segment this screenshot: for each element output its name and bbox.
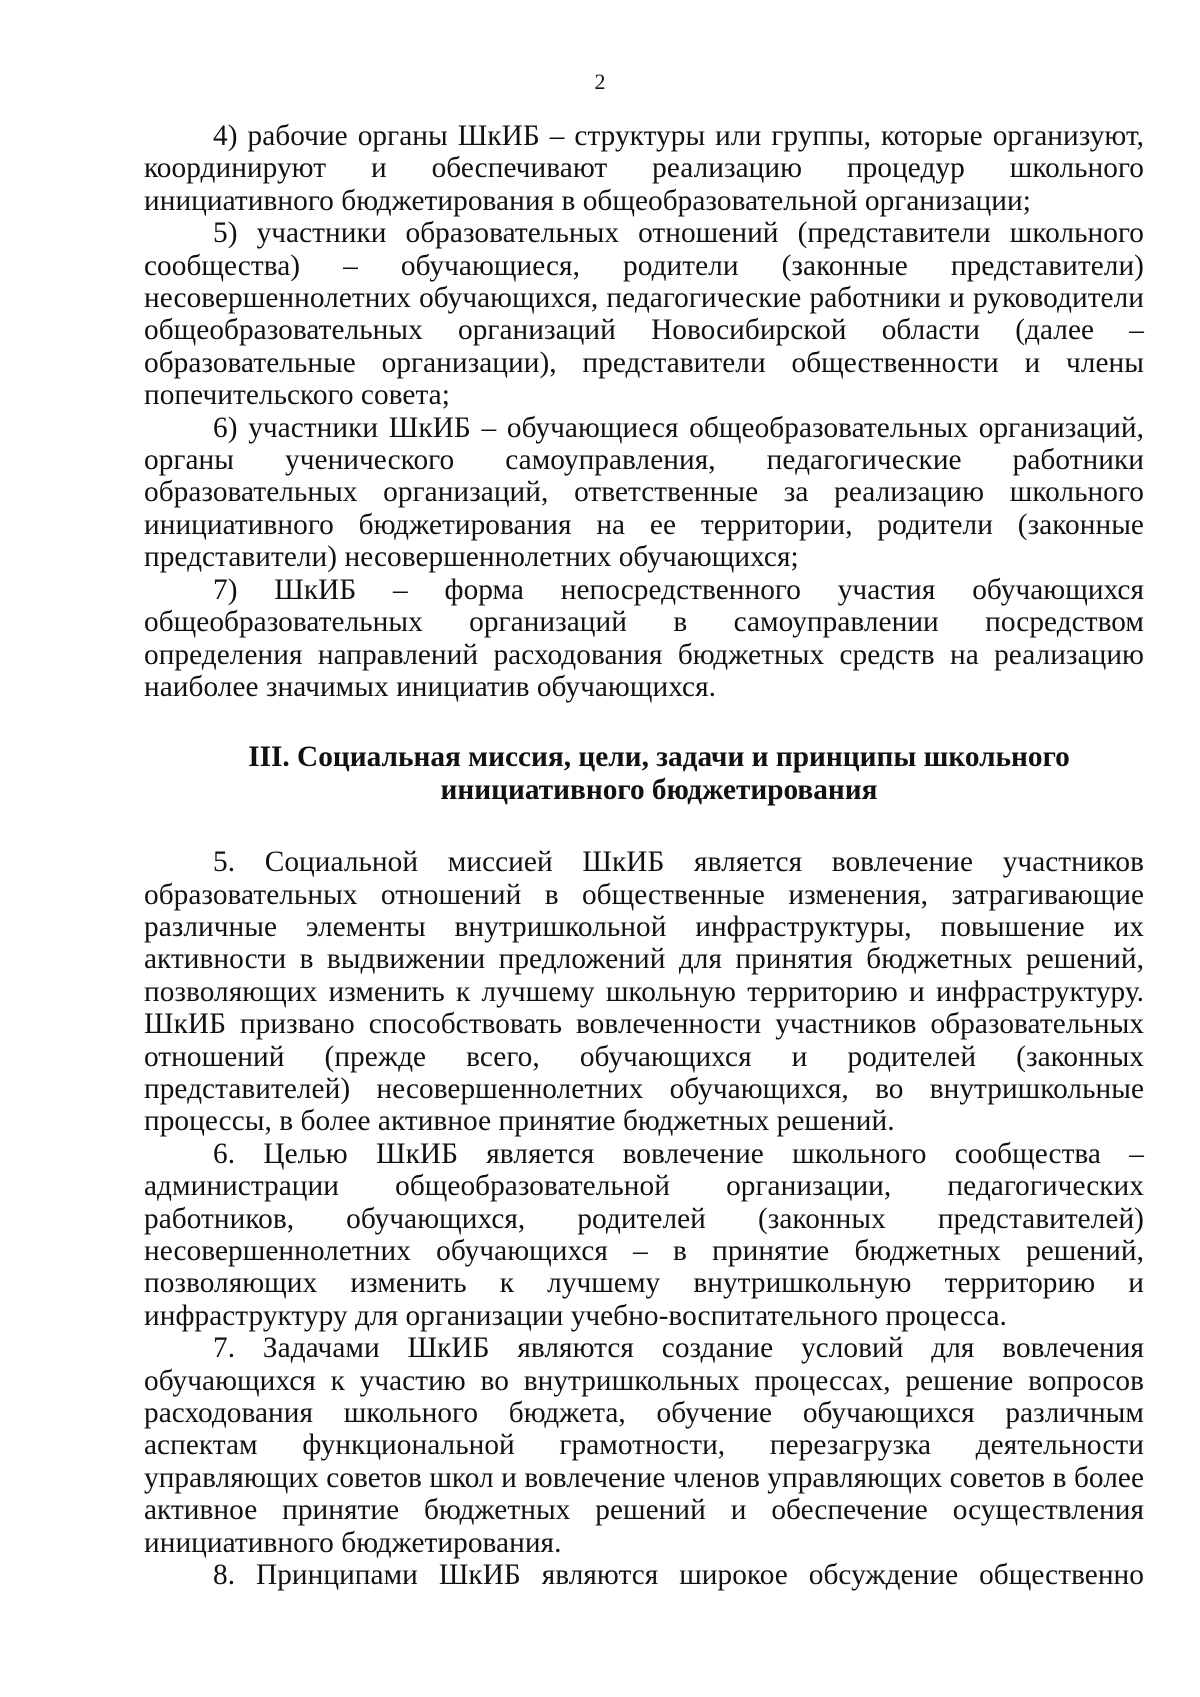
clause-8: 8. Принципами ШкИБ являются широкое обсуждение общественно bbox=[213, 1559, 1144, 1592]
page-number: 2 bbox=[594, 69, 606, 94]
section-heading-line-2: инициативного бюджетирования bbox=[440, 773, 878, 806]
clause-6: 6. Целью ШкИБ является вовлечение школьного сообщества – администрации общеобразовательной организации, педагогических работников, обучающихся, родителей (законных представителей) несовершеннолетних обучающихся – в принятие бюджетных решений, позволяющих изменить к лучшему внутришкольную территорию и инфраструктуру для организации учебно-воспитательного процесса. bbox=[144, 1137, 1144, 1332]
clause-5: 5. Социальной миссией ШкИБ является вовлечение участников образовательных отношений в общественные изменения, затрагивающие различные элементы внутришкольной инфраструктуры, повышение их активности в выдвижении предложений для принятия бюджетных решений, позволяющих изменить к лучшему школьную территорию и инфраструктуру. ШкИБ призвано способствовать вовлеченности участников образовательных отношений (прежде всего, обучающихся и родителей (законных представителей) несовершеннолетних обучающихся, во внутришкольные процессы, в более активное принятие бюджетных решений. bbox=[144, 846, 1144, 1138]
definition-item-5: 5) участники образовательных отношений (представители школьного сообщества) – обучающиеся, родители (законные представители) несовершеннолетних обучающихся, педагогические работники и руководители общеобразовательных организаций Новосибирской области (далее – образовательные организации), представители общественности и члены попечительского совета; bbox=[144, 217, 1144, 412]
definition-item-4: 4) рабочие органы ШкИБ – структуры или группы, которые организуют, координируют и обеспечивают реализацию процедур школьного инициативного бюджетирования в общеобразовательной организации; bbox=[144, 120, 1144, 217]
section-heading-line-1: III. Социальная миссия, цели, задачи и принципы школьного bbox=[248, 741, 1070, 774]
definition-item-7: 7) ШкИБ – форма непосредственного участия обучающихся общеобразовательных организаций в самоуправлении посредством определения направлений расходования бюджетных средств на реализацию наиболее значимых инициатив обучающихся. bbox=[144, 573, 1144, 703]
page-content bbox=[144, 120, 1144, 1591]
definition-item-6: 6) участники ШкИБ – обучающиеся общеобразовательных организаций, органы ученического самоуправления, педагогические работники образовательных организаций, ответственные за реализацию школьного инициативного бюджетирования на ее территории, родители (законные представители) несовершеннолетних обучающихся; bbox=[144, 411, 1144, 574]
clause-7: 7. Задачами ШкИБ являются создание условий для вовлечения обучающихся к участию во внутришкольных процессах, решение вопросов расходования школьного бюджета, обучение обучающихся различным аспектам функциональной грамотности, перезагрузка деятельности управляющих советов школ и вовлечение членов управляющих советов в более активное принятие бюджетных решений и обеспечение осуществления инициативного бюджетирования. bbox=[144, 1332, 1144, 1559]
section-heading bbox=[144, 741, 1144, 806]
